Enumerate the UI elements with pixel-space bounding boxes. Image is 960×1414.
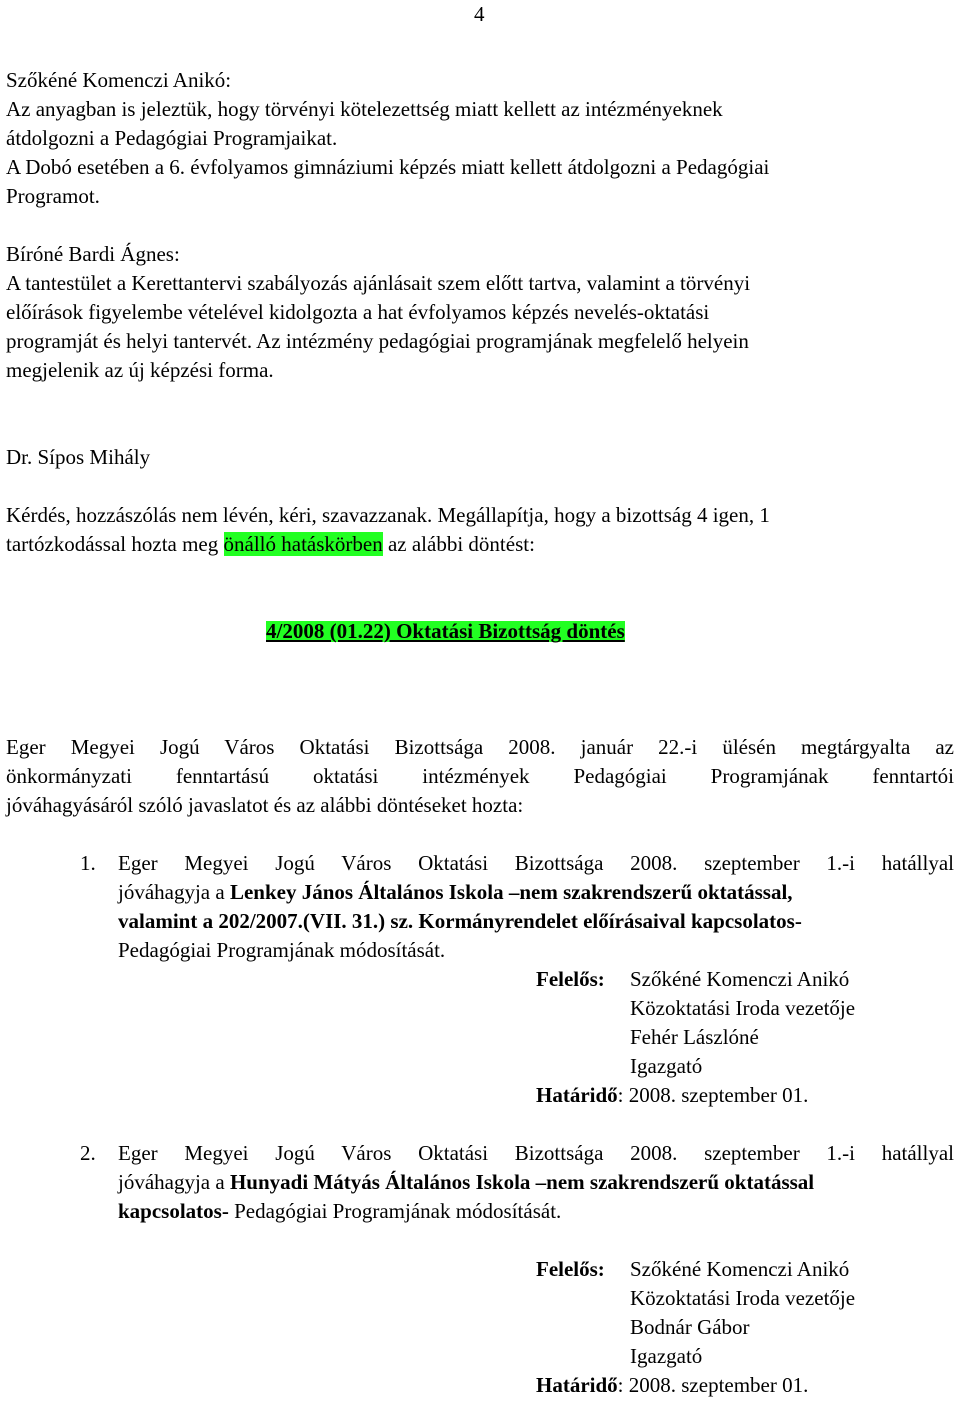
paragraph-line: jóváhagyásáról szóló javaslatot és az alábbi döntéseket hozta: <box>6 793 524 817</box>
text-segment: tartózkodással hozta meg <box>6 532 224 556</box>
responsible-label: Felelős: <box>536 967 605 991</box>
responsible-person: Fehér Lászlóné <box>630 1025 759 1049</box>
list-item-line <box>118 882 793 903</box>
paragraph-line: programját és helyi tantervét. Az intézmény pedagógiai programjának megfelelő helyein <box>6 329 749 353</box>
list-item-line: Eger Megyei Jogú Város Oktatási Bizottsága 2008. szeptember 1.-i hatállyal <box>118 1141 954 1165</box>
responsible-person: Közoktatási Iroda vezetője <box>630 996 856 1020</box>
bold-text: kapcsolatos- <box>118 1199 229 1223</box>
list-item-line <box>118 1172 814 1193</box>
paragraph-line: előírások figyelembe vételével kidolgozta a hat évfolyamos képzés nevelés-oktatási <box>6 300 710 324</box>
paragraph-line <box>6 534 535 555</box>
list-number: 1. <box>80 851 96 875</box>
deadline-label: Határidő <box>536 1373 618 1397</box>
paragraph-line: Kérdés, hozzászólás nem lévén, kéri, szavazzanak. Megállapítja, hogy a bizottság 4 igen, 1 <box>6 503 770 527</box>
paragraph-line: Programot. <box>6 184 100 208</box>
paragraph-line: Az anyagban is jeleztük, hogy törvényi kötelezettség miatt kellett az intézményeknek <box>6 97 723 121</box>
text-segment: az alábbi döntést: <box>382 532 535 556</box>
text-segment: jóváhagyja a <box>118 880 230 904</box>
bold-text: Hunyadi Mátyás Általános Iskola –nem szakrendszerű oktatással <box>229 1170 815 1194</box>
responsible-person: Közoktatási Iroda vezetője <box>630 1286 856 1310</box>
deadline-value: : 2008. szeptember 01. <box>617 1373 809 1397</box>
deadline <box>536 1375 808 1396</box>
list-item-line: valamint a 202/2007.(VII. 31.) sz. Kormányrendelet előírásaival kapcsolatos- <box>118 909 802 933</box>
deadline-label: Határidő <box>536 1083 618 1107</box>
list-number: 2. <box>80 1141 96 1165</box>
responsible-person: Igazgató <box>630 1054 703 1078</box>
paragraph-line: önkormányzati fenntartású oktatási intézmények Pedagógiai Programjának fenntartói <box>6 764 954 788</box>
paragraph-line: megjelenik az új képzési forma. <box>6 358 274 382</box>
paragraph-line: A tantestület a Kerettantervi szabályozás ajánlásait szem előtt tartva, valamint a törvényi <box>6 271 751 295</box>
deadline-value: : 2008. szeptember 01. <box>617 1083 809 1107</box>
paragraph-line: A Dobó esetében a 6. évfolyamos gimnáziumi képzés miatt kellett átdolgozni a Pedagógiai <box>6 155 770 179</box>
highlighted-text: önálló hatáskörben <box>223 532 383 556</box>
bold-text: Lenkey János Általános Iskola –nem szakrendszerű oktatással, <box>229 880 793 904</box>
paragraph-line: Eger Megyei Jogú Város Oktatási Bizottsága 2008. január 22.-i ülésén megtárgyalta az <box>6 735 954 759</box>
responsible-person: Bodnár Gábor <box>630 1315 750 1339</box>
speaker-name: Bíróné Bardi Ágnes: <box>6 242 180 266</box>
responsible-person: Szőkéné Komenczi Anikó <box>630 967 850 991</box>
list-item-line <box>118 1201 561 1222</box>
speaker-name: Dr. Sípos Mihály <box>6 445 151 469</box>
responsible-label: Felelős: <box>536 1257 605 1281</box>
page-number: 4 <box>474 2 485 26</box>
text-segment: jóváhagyja a <box>118 1170 230 1194</box>
paragraph-line: átdolgozni a Pedagógiai Programjaikat. <box>6 126 338 150</box>
deadline <box>536 1085 808 1106</box>
decision-title: 4/2008 (01.22) Oktatási Bizottság döntés <box>266 619 625 643</box>
responsible-person: Igazgató <box>630 1344 703 1368</box>
list-item-line: Eger Megyei Jogú Város Oktatási Bizottsága 2008. szeptember 1.-i hatállyal <box>118 851 954 875</box>
speaker-name: Szőkéné Komenczi Anikó: <box>6 68 232 92</box>
text-segment: Pedagógiai Programjának módosítását. <box>228 1199 562 1223</box>
responsible-person: Szőkéné Komenczi Anikó <box>630 1257 850 1281</box>
list-item-line: Pedagógiai Programjának módosítását. <box>118 938 446 962</box>
